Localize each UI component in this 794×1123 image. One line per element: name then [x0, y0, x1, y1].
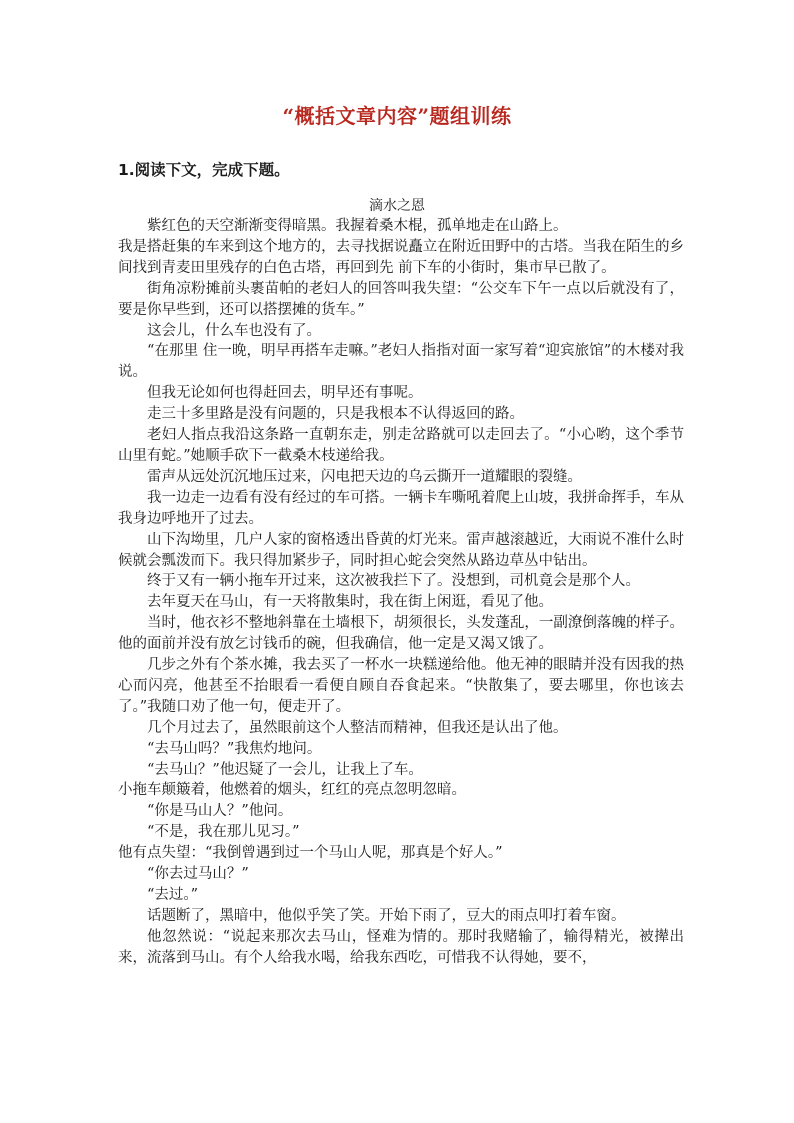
story-paragraph: 我一边走一边看有没有经过的车可搭。一辆卡车嘶吼着爬上山坡，我拼命挥手，车从我身边呼地开了过去。: [118, 489, 684, 527]
story-paragraph: “去马山？”他迟疑了一会儿，让我上了车。: [147, 761, 423, 778]
story-paragraph: 几步之外有个茶水摊，我去买了一杯水一块糕递给他。他无神的眼睛并没有因我的热心而闪亮，他甚至不抬眼看一看便自顾自吞食起来。“快散集了，要去哪里，你也该去了。”我随口劝了他一句，便走开了。: [118, 657, 684, 715]
story-paragraph: 他有点失望：“我倒曾遇到过一个马山人呢，那真是个好人。”: [118, 845, 503, 862]
story-paragraph: 当时，他衣衫不整地斜靠在土墙根下，胡须很长，头发蓬乱，一副潦倒落魄的样子。他的面前并没有放乞讨钱币的碗，但我确信，他一定是又渴又饿了。: [118, 615, 684, 653]
story-paragraph: 但我无论如何也得赶回去，明早还有事呢。: [147, 385, 423, 402]
story-paragraph: 老妇人指点我沿这条路一直朝东走，别走岔路就可以走回去了。“小心哟，这个季节山里有蛇。”她顺手砍下一截桑木枝递给我。: [118, 427, 684, 464]
story-paragraph: 去年夏天在马山，有一天将散集时，我在街上闲逛，看见了他。: [147, 594, 553, 611]
story-paragraph: 小拖车颠簸着，他燃着的烟头，红红的亮点忽明忽暗。: [118, 782, 466, 799]
story-paragraph: 紫红色的天空渐渐变得暗黑。我握着桑木棍，孤单地走在山路上。: [147, 218, 568, 234]
story-paragraph: “你去过马山？”: [147, 866, 249, 883]
story-body: [118, 216, 684, 969]
question-heading: 1.阅读下文，完成下题。: [118, 161, 290, 179]
story-paragraph: 他忽然说：“说起来那次去马山，怪难为情的。那时我赌输了，输得精光，被撵出来，流落到马山。有个人给我水喝，给我东西吃，可惜我不认得她，要不，: [118, 928, 684, 966]
story-paragraph: “不是，我在那儿见习。”: [147, 824, 300, 841]
story-paragraph: 终于又有一辆小拖车开过来，这次被我拦下了。没想到，司机竟会是那个人。: [147, 573, 640, 590]
story-paragraph: 山下沟坳里，几户人家的窗格透出昏黄的灯光来。雷声越滚越近，大雨说不准什么时候就会瓢泼而下。我只得加紧步子，同时担心蛇会突然从路边草丛中钻出。: [118, 531, 684, 569]
story-paragraph: 几个月过去了，虽然眼前这个人整洁而精神，但我还是认出了他。: [147, 719, 568, 736]
story-paragraph: “你是马山人？”他问。: [147, 803, 293, 820]
story-paragraph: “在那里 住一晚，明早再搭车走嘛。”老妇人指指对面一家写着“迎宾旅馆”的木楼对我说。: [118, 343, 684, 381]
story-paragraph: “去过。”: [147, 887, 199, 903]
page-title: “概括文章内容”题组训练: [282, 104, 512, 128]
story-paragraph: 走三十多里路是没有问题的，只是我根本不认得返回的路。: [147, 406, 524, 423]
story-paragraph: 街角凉粉摊前头裹苗帕的老妇人的回答叫我失望：“公交车下午一点以后就没有了，要是你早些到，还可以搭摆摊的货车。”: [118, 280, 684, 318]
story-paragraph: “去马山吗？”我焦灼地问。: [147, 740, 322, 757]
story-paragraph: 我是搭赶集的车来到这个地方的，去寻找据说矗立在附近田野中的古塔。当我在陌生的乡间找到青麦田里残存的白色古塔，再回到先 前下车的小街时，集市早已散了。: [118, 238, 684, 276]
story-title: 滴水之恩: [369, 198, 425, 214]
story-paragraph: 雷声从远处沉沉地压过来，闪电把天边的乌云撕开一道耀眼的裂缝。: [147, 468, 582, 485]
story-paragraph: 这会儿，什么车也没有了。: [147, 322, 321, 339]
story-paragraph: 话题断了，黑暗中，他似乎笑了笑。开始下雨了，豆大的雨点叩打着车窗。: [147, 907, 626, 924]
